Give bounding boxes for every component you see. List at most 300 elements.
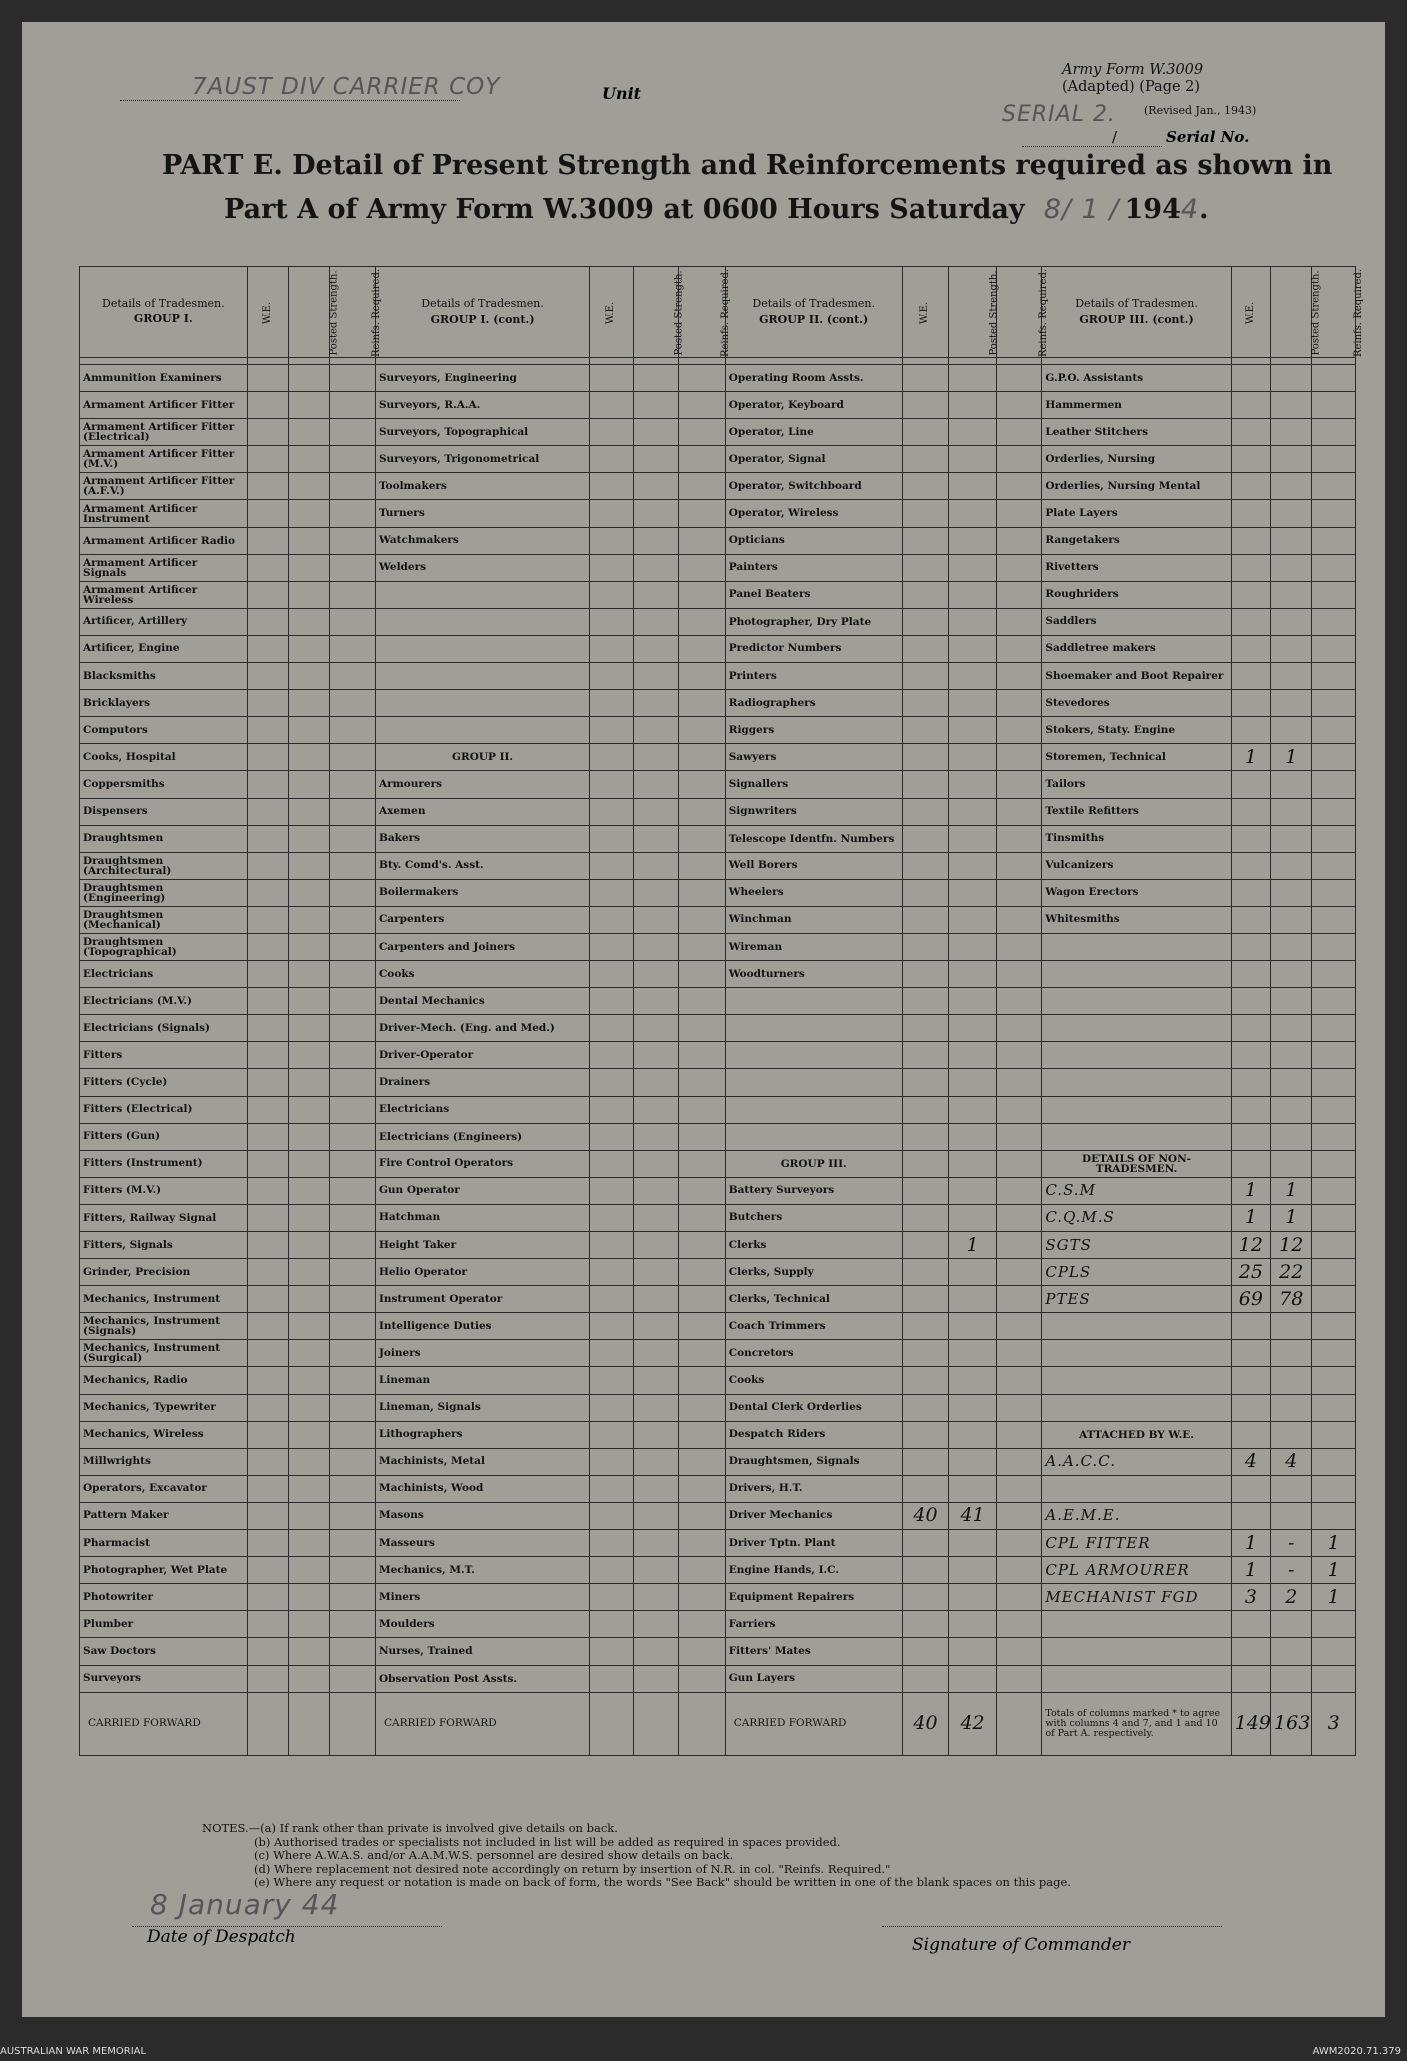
value-we[interactable] xyxy=(590,798,633,825)
value-we[interactable]: 1 xyxy=(1231,1530,1270,1557)
value-reinfs[interactable] xyxy=(330,1015,376,1042)
value-we[interactable] xyxy=(1231,690,1270,717)
value-reinfs[interactable] xyxy=(996,1367,1042,1394)
value-we[interactable] xyxy=(590,1069,633,1096)
value-we[interactable] xyxy=(590,1015,633,1042)
value-we[interactable] xyxy=(247,1340,288,1367)
value-reinfs[interactable] xyxy=(330,1665,376,1692)
value-reinfs[interactable] xyxy=(1312,1421,1356,1448)
value-we[interactable] xyxy=(247,1502,288,1529)
value-posted[interactable] xyxy=(949,635,997,662)
value-reinfs[interactable] xyxy=(330,635,376,662)
value-posted[interactable] xyxy=(949,825,997,852)
value-reinfs[interactable] xyxy=(330,1394,376,1421)
value-we[interactable] xyxy=(590,1502,633,1529)
value-posted[interactable] xyxy=(949,1204,997,1231)
value-reinfs[interactable] xyxy=(996,1448,1042,1475)
value-reinfs[interactable] xyxy=(330,1123,376,1150)
value-posted[interactable]: 22 xyxy=(1271,1259,1312,1286)
value-reinfs[interactable] xyxy=(679,906,726,933)
value-we[interactable] xyxy=(902,554,949,581)
value-we[interactable] xyxy=(247,1367,288,1394)
value-posted[interactable] xyxy=(1271,1150,1312,1177)
value-reinfs[interactable] xyxy=(679,1530,726,1557)
value-posted[interactable] xyxy=(633,717,679,744)
value-posted[interactable] xyxy=(1271,1502,1312,1529)
value-reinfs[interactable] xyxy=(1312,1150,1356,1177)
value-we[interactable] xyxy=(902,473,949,500)
value-posted[interactable] xyxy=(633,1286,679,1313)
value-reinfs[interactable] xyxy=(996,554,1042,581)
value-posted[interactable] xyxy=(633,419,679,446)
value-reinfs[interactable] xyxy=(679,744,726,771)
value-we[interactable] xyxy=(1231,988,1270,1015)
value-posted[interactable] xyxy=(633,554,679,581)
value-reinfs[interactable] xyxy=(330,744,376,771)
value-posted[interactable] xyxy=(633,1232,679,1259)
value-we[interactable] xyxy=(590,933,633,960)
value-we[interactable] xyxy=(1231,473,1270,500)
value-we[interactable] xyxy=(902,1259,949,1286)
value-posted[interactable] xyxy=(633,446,679,473)
value-reinfs[interactable] xyxy=(330,1069,376,1096)
value-we[interactable] xyxy=(902,1177,949,1204)
value-we[interactable] xyxy=(1231,1421,1270,1448)
value-we[interactable] xyxy=(247,1150,288,1177)
value-reinfs[interactable] xyxy=(996,690,1042,717)
value-reinfs[interactable] xyxy=(330,690,376,717)
value-reinfs[interactable] xyxy=(679,852,726,879)
value-we[interactable] xyxy=(590,1367,633,1394)
value-posted[interactable] xyxy=(289,1259,330,1286)
value-reinfs[interactable] xyxy=(996,1204,1042,1231)
value-posted[interactable] xyxy=(949,1313,997,1340)
value-posted[interactable] xyxy=(289,717,330,744)
value-posted[interactable] xyxy=(633,1150,679,1177)
value-posted[interactable] xyxy=(633,906,679,933)
value-we[interactable] xyxy=(590,1665,633,1692)
value-reinfs[interactable] xyxy=(679,988,726,1015)
value-reinfs[interactable] xyxy=(1312,635,1356,662)
value-we[interactable] xyxy=(247,879,288,906)
value-reinfs[interactable] xyxy=(996,798,1042,825)
value-posted[interactable] xyxy=(289,581,330,608)
value-posted[interactable] xyxy=(633,663,679,690)
value-reinfs[interactable] xyxy=(330,1557,376,1584)
value-posted[interactable] xyxy=(289,500,330,527)
value-posted[interactable] xyxy=(1271,419,1312,446)
value-we[interactable]: 4 xyxy=(1231,1448,1270,1475)
value-posted[interactable] xyxy=(633,1015,679,1042)
value-posted[interactable] xyxy=(949,690,997,717)
value-posted[interactable] xyxy=(633,1069,679,1096)
value-posted[interactable] xyxy=(1271,392,1312,419)
value-reinfs[interactable] xyxy=(330,1042,376,1069)
value-posted[interactable] xyxy=(633,500,679,527)
value-reinfs[interactable] xyxy=(330,933,376,960)
value-reinfs[interactable] xyxy=(1312,1069,1356,1096)
value-reinfs[interactable] xyxy=(330,1177,376,1204)
value-we[interactable] xyxy=(590,1042,633,1069)
value-we[interactable] xyxy=(590,825,633,852)
value-posted[interactable] xyxy=(633,1502,679,1529)
value-posted[interactable]: 12 xyxy=(1271,1232,1312,1259)
value-posted[interactable] xyxy=(949,1259,997,1286)
value-we[interactable] xyxy=(590,1448,633,1475)
value-reinfs[interactable] xyxy=(1312,1340,1356,1367)
value-we[interactable] xyxy=(902,1232,949,1259)
value-posted[interactable] xyxy=(1271,906,1312,933)
value-reinfs[interactable] xyxy=(679,879,726,906)
value-posted[interactable]: - xyxy=(1271,1557,1312,1584)
value-reinfs[interactable] xyxy=(996,988,1042,1015)
value-reinfs[interactable] xyxy=(1312,744,1356,771)
value-reinfs[interactable] xyxy=(1312,852,1356,879)
value-we[interactable] xyxy=(902,1340,949,1367)
value-we[interactable] xyxy=(590,988,633,1015)
value-posted[interactable] xyxy=(949,554,997,581)
value-we[interactable] xyxy=(902,879,949,906)
value-reinfs[interactable] xyxy=(996,365,1042,392)
value-we[interactable] xyxy=(590,1394,633,1421)
value-we[interactable] xyxy=(1231,392,1270,419)
value-we[interactable] xyxy=(1231,798,1270,825)
value-we[interactable] xyxy=(590,419,633,446)
value-posted[interactable] xyxy=(633,1340,679,1367)
value-posted[interactable]: 2 xyxy=(1271,1584,1312,1611)
value-reinfs[interactable] xyxy=(330,798,376,825)
value-we[interactable] xyxy=(247,906,288,933)
value-reinfs[interactable] xyxy=(996,446,1042,473)
value-we[interactable] xyxy=(590,1421,633,1448)
value-we[interactable] xyxy=(1231,825,1270,852)
value-we[interactable] xyxy=(902,1069,949,1096)
value-posted[interactable] xyxy=(289,1502,330,1529)
value-we[interactable] xyxy=(590,527,633,554)
value-reinfs[interactable] xyxy=(679,1638,726,1665)
value-reinfs[interactable] xyxy=(330,1421,376,1448)
value-reinfs[interactable] xyxy=(996,1421,1042,1448)
value-reinfs[interactable] xyxy=(679,1286,726,1313)
value-we[interactable] xyxy=(590,663,633,690)
value-we[interactable] xyxy=(1231,365,1270,392)
value-posted[interactable] xyxy=(289,1394,330,1421)
value-we[interactable] xyxy=(590,906,633,933)
value-we[interactable] xyxy=(1231,1123,1270,1150)
value-posted[interactable] xyxy=(289,1665,330,1692)
value-we[interactable] xyxy=(247,392,288,419)
value-posted[interactable] xyxy=(289,1584,330,1611)
value-reinfs[interactable] xyxy=(330,1584,376,1611)
value-posted[interactable] xyxy=(949,1475,997,1502)
value-we[interactable] xyxy=(590,961,633,988)
value-reinfs[interactable] xyxy=(679,1150,726,1177)
value-reinfs[interactable] xyxy=(679,446,726,473)
value-we[interactable] xyxy=(1231,1096,1270,1123)
value-posted[interactable] xyxy=(289,473,330,500)
value-reinfs[interactable] xyxy=(996,1394,1042,1421)
value-we[interactable] xyxy=(902,1475,949,1502)
value-reinfs[interactable] xyxy=(996,717,1042,744)
value-reinfs[interactable] xyxy=(330,500,376,527)
value-we[interactable] xyxy=(590,1530,633,1557)
value-posted[interactable] xyxy=(949,527,997,554)
value-reinfs[interactable] xyxy=(679,1502,726,1529)
value-reinfs[interactable] xyxy=(679,1313,726,1340)
value-reinfs[interactable] xyxy=(679,1015,726,1042)
value-posted[interactable] xyxy=(633,690,679,717)
value-we[interactable] xyxy=(590,1096,633,1123)
value-we[interactable] xyxy=(590,1313,633,1340)
value-reinfs[interactable] xyxy=(330,473,376,500)
value-reinfs[interactable] xyxy=(1312,419,1356,446)
value-posted[interactable] xyxy=(289,879,330,906)
value-reinfs[interactable] xyxy=(1312,690,1356,717)
value-reinfs[interactable] xyxy=(679,635,726,662)
value-reinfs[interactable] xyxy=(679,1611,726,1638)
value-we[interactable] xyxy=(247,365,288,392)
value-we[interactable] xyxy=(902,1557,949,1584)
value-we[interactable] xyxy=(902,1421,949,1448)
value-posted[interactable] xyxy=(633,1475,679,1502)
value-reinfs[interactable] xyxy=(996,1557,1042,1584)
value-reinfs[interactable] xyxy=(330,717,376,744)
value-reinfs[interactable] xyxy=(679,1665,726,1692)
value-we[interactable] xyxy=(247,500,288,527)
value-posted[interactable] xyxy=(1271,581,1312,608)
value-reinfs[interactable] xyxy=(996,1042,1042,1069)
value-reinfs[interactable] xyxy=(679,798,726,825)
value-we[interactable] xyxy=(247,1096,288,1123)
value-reinfs[interactable] xyxy=(330,1340,376,1367)
value-we[interactable] xyxy=(902,365,949,392)
value-posted[interactable] xyxy=(1271,690,1312,717)
value-posted[interactable] xyxy=(289,906,330,933)
value-we[interactable] xyxy=(590,852,633,879)
value-posted[interactable] xyxy=(949,1421,997,1448)
value-reinfs[interactable] xyxy=(330,1448,376,1475)
value-posted[interactable] xyxy=(949,1123,997,1150)
value-reinfs[interactable] xyxy=(1312,1638,1356,1665)
value-we[interactable] xyxy=(590,473,633,500)
value-reinfs[interactable] xyxy=(679,1394,726,1421)
value-we[interactable]: 1 xyxy=(1231,744,1270,771)
value-we[interactable] xyxy=(247,1259,288,1286)
value-reinfs[interactable] xyxy=(679,1096,726,1123)
value-reinfs[interactable] xyxy=(679,1259,726,1286)
value-reinfs[interactable] xyxy=(330,1611,376,1638)
value-posted[interactable] xyxy=(633,1096,679,1123)
value-posted[interactable] xyxy=(289,1367,330,1394)
value-posted[interactable] xyxy=(949,717,997,744)
value-we[interactable] xyxy=(902,608,949,635)
value-we[interactable] xyxy=(1231,852,1270,879)
value-we[interactable]: 3 xyxy=(1231,1584,1270,1611)
value-posted[interactable] xyxy=(289,635,330,662)
value-reinfs[interactable] xyxy=(996,852,1042,879)
value-we[interactable] xyxy=(1231,1611,1270,1638)
value-reinfs[interactable] xyxy=(1312,446,1356,473)
value-we[interactable] xyxy=(1231,1475,1270,1502)
value-reinfs[interactable] xyxy=(1312,1502,1356,1529)
value-reinfs[interactable] xyxy=(996,1096,1042,1123)
value-reinfs[interactable] xyxy=(996,392,1042,419)
value-posted[interactable]: 1 xyxy=(1271,1177,1312,1204)
value-posted[interactable] xyxy=(633,1448,679,1475)
value-reinfs[interactable] xyxy=(1312,879,1356,906)
value-we[interactable] xyxy=(902,1611,949,1638)
value-we[interactable] xyxy=(1231,1394,1270,1421)
value-we[interactable] xyxy=(247,933,288,960)
value-we[interactable] xyxy=(590,1286,633,1313)
value-reinfs[interactable] xyxy=(679,771,726,798)
value-posted[interactable] xyxy=(289,365,330,392)
value-posted[interactable] xyxy=(949,663,997,690)
value-reinfs[interactable] xyxy=(330,663,376,690)
value-posted[interactable] xyxy=(289,1530,330,1557)
value-we[interactable] xyxy=(1231,717,1270,744)
value-we[interactable] xyxy=(247,798,288,825)
value-posted[interactable] xyxy=(633,1259,679,1286)
value-we[interactable] xyxy=(902,771,949,798)
value-posted[interactable] xyxy=(1271,771,1312,798)
value-reinfs[interactable] xyxy=(330,419,376,446)
value-we[interactable] xyxy=(590,446,633,473)
value-reinfs[interactable] xyxy=(679,1042,726,1069)
value-reinfs[interactable] xyxy=(996,581,1042,608)
value-posted[interactable] xyxy=(289,663,330,690)
value-posted[interactable] xyxy=(289,988,330,1015)
value-posted[interactable] xyxy=(1271,1421,1312,1448)
value-posted[interactable] xyxy=(949,608,997,635)
value-reinfs[interactable] xyxy=(330,1530,376,1557)
value-we[interactable] xyxy=(902,1367,949,1394)
value-reinfs[interactable] xyxy=(679,608,726,635)
value-reinfs[interactable] xyxy=(996,1069,1042,1096)
value-we[interactable] xyxy=(247,473,288,500)
value-reinfs[interactable] xyxy=(1312,1313,1356,1340)
value-we[interactable] xyxy=(1231,554,1270,581)
value-posted[interactable] xyxy=(1271,1096,1312,1123)
value-posted[interactable] xyxy=(289,554,330,581)
value-posted[interactable] xyxy=(633,1421,679,1448)
value-reinfs[interactable] xyxy=(1312,554,1356,581)
value-reinfs[interactable] xyxy=(679,1557,726,1584)
value-reinfs[interactable] xyxy=(679,1584,726,1611)
value-reinfs[interactable] xyxy=(1312,1611,1356,1638)
value-posted[interactable] xyxy=(1271,961,1312,988)
value-reinfs[interactable] xyxy=(679,663,726,690)
value-posted[interactable] xyxy=(633,961,679,988)
value-we[interactable] xyxy=(902,933,949,960)
value-reinfs[interactable] xyxy=(996,933,1042,960)
value-we[interactable] xyxy=(247,1069,288,1096)
value-we[interactable] xyxy=(590,1584,633,1611)
value-posted[interactable] xyxy=(1271,1123,1312,1150)
value-posted[interactable] xyxy=(289,690,330,717)
value-posted[interactable] xyxy=(289,961,330,988)
value-we[interactable] xyxy=(902,500,949,527)
value-posted[interactable] xyxy=(633,988,679,1015)
value-reinfs[interactable] xyxy=(1312,1042,1356,1069)
value-posted[interactable] xyxy=(949,1611,997,1638)
value-reinfs[interactable] xyxy=(330,1638,376,1665)
value-reinfs[interactable] xyxy=(679,500,726,527)
value-posted[interactable] xyxy=(949,1665,997,1692)
value-posted[interactable]: - xyxy=(1271,1530,1312,1557)
value-we[interactable] xyxy=(590,635,633,662)
value-reinfs[interactable] xyxy=(1312,1232,1356,1259)
value-reinfs[interactable] xyxy=(996,1123,1042,1150)
value-posted[interactable] xyxy=(289,1150,330,1177)
value-we[interactable] xyxy=(247,554,288,581)
value-we[interactable] xyxy=(247,635,288,662)
value-posted[interactable] xyxy=(633,581,679,608)
value-reinfs[interactable] xyxy=(330,1259,376,1286)
value-we[interactable] xyxy=(590,1259,633,1286)
value-we[interactable] xyxy=(1231,1015,1270,1042)
value-we[interactable] xyxy=(902,798,949,825)
value-reinfs[interactable] xyxy=(330,1502,376,1529)
value-reinfs[interactable] xyxy=(679,1340,726,1367)
value-reinfs[interactable] xyxy=(330,1232,376,1259)
value-we[interactable] xyxy=(902,1015,949,1042)
value-we[interactable] xyxy=(247,1611,288,1638)
value-posted[interactable] xyxy=(633,744,679,771)
value-we[interactable] xyxy=(1231,1502,1270,1529)
value-reinfs[interactable] xyxy=(1312,1177,1356,1204)
value-posted[interactable] xyxy=(1271,1665,1312,1692)
value-posted[interactable] xyxy=(633,365,679,392)
value-posted[interactable] xyxy=(633,1367,679,1394)
value-reinfs[interactable] xyxy=(996,1232,1042,1259)
value-reinfs[interactable] xyxy=(996,500,1042,527)
value-posted[interactable] xyxy=(289,933,330,960)
value-reinfs[interactable] xyxy=(996,663,1042,690)
value-posted[interactable] xyxy=(1271,1340,1312,1367)
value-posted[interactable] xyxy=(289,1123,330,1150)
value-we[interactable] xyxy=(590,581,633,608)
value-reinfs[interactable] xyxy=(996,1665,1042,1692)
value-posted[interactable] xyxy=(633,771,679,798)
value-we[interactable] xyxy=(1231,500,1270,527)
value-we[interactable] xyxy=(590,771,633,798)
value-we[interactable] xyxy=(1231,961,1270,988)
value-we[interactable] xyxy=(590,1638,633,1665)
value-reinfs[interactable]: 1 xyxy=(1312,1584,1356,1611)
value-reinfs[interactable] xyxy=(330,1475,376,1502)
value-posted[interactable] xyxy=(289,852,330,879)
value-reinfs[interactable] xyxy=(1312,798,1356,825)
value-posted[interactable] xyxy=(949,1015,997,1042)
value-posted[interactable] xyxy=(949,933,997,960)
value-we[interactable]: 69 xyxy=(1231,1286,1270,1313)
value-reinfs[interactable] xyxy=(996,1313,1042,1340)
value-we[interactable] xyxy=(1231,527,1270,554)
value-posted[interactable] xyxy=(949,1638,997,1665)
value-reinfs[interactable] xyxy=(330,554,376,581)
value-we[interactable] xyxy=(902,527,949,554)
value-posted[interactable] xyxy=(633,1584,679,1611)
value-reinfs[interactable] xyxy=(679,392,726,419)
value-reinfs[interactable] xyxy=(1312,1015,1356,1042)
value-posted[interactable] xyxy=(949,879,997,906)
value-posted[interactable] xyxy=(289,1015,330,1042)
value-posted[interactable] xyxy=(289,446,330,473)
value-posted[interactable] xyxy=(289,608,330,635)
value-posted[interactable] xyxy=(289,1313,330,1340)
value-we[interactable] xyxy=(1231,933,1270,960)
